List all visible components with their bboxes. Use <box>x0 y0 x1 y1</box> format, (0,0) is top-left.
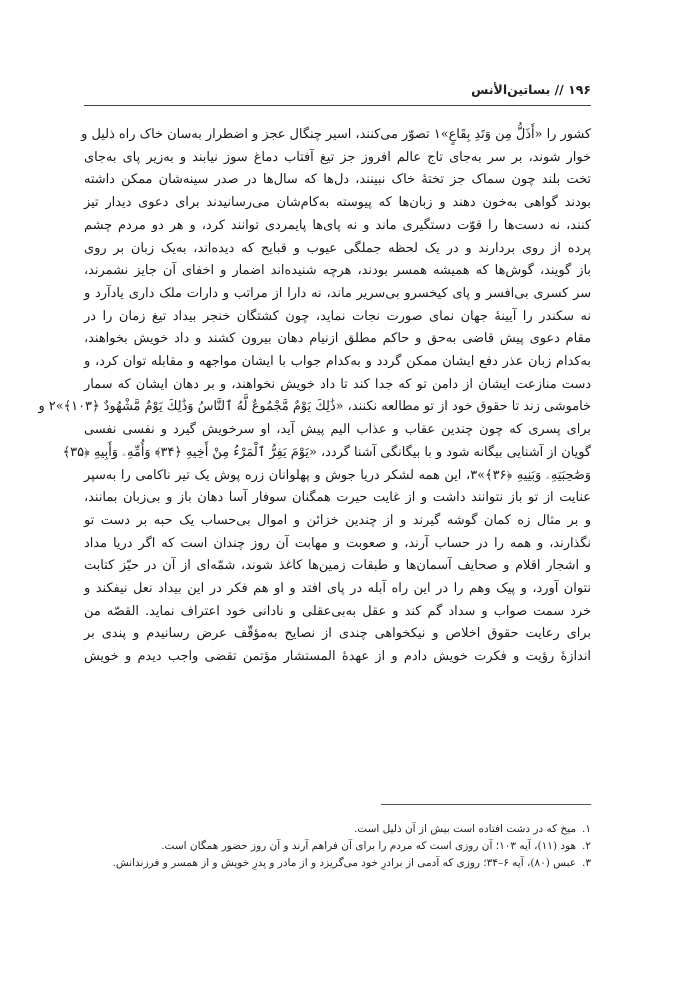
footnote-number: ۳. <box>582 857 591 869</box>
running-title: ۱۹۶ // بساتین‌الأنس <box>471 82 591 97</box>
text-line: گویان از آشنایی بیگانه شود و با بیگانگی آشنا گردد، «يَوْمَ يَفِرُّ ٱلْمَرْءُ مِنْ أَخِيهِ ﴿۳۴﴾ وَأُمِّهِۦ وَأَبِيهِ ﴿۳۵﴾ <box>62 444 591 460</box>
main-text <box>38 124 592 669</box>
footnote-text: عبس (۸۰)، آیه ۶–۳۴؛ روزی که آدمی از برادرِ خود می‌گریزد و از مادر و پدرِ خویش و از همسر و فرزندانش. <box>112 857 577 869</box>
text-line: برای پسری که چون چندین عقاب و عذاب الیم پیش آید، او سرخویش گیرد و نفسی نفسی <box>84 422 591 438</box>
text-line: تخت بلند چون سماک جز تختهٔ خاک نبینند، دل‌ها که سال‌ها در صدر سینه‌شان ممکن داشته <box>84 172 591 188</box>
text-line: خوار شوند، بر سر به‌جای تاج عالم افروز جز تیغ آفتاب دماغ سوز نیابند و به‌زیر پای به‌جای <box>84 149 591 165</box>
page-header <box>84 80 591 106</box>
text-line: کشور را «أَذَلُّ مِن وَتَدِ بِقَاعٍ»۱ تصوّر می‌کنند، اسیر چنگال عجز و اضطرار به‌سان خاک راه ذلیل و <box>81 127 591 142</box>
text-line: خاموشی زند تا حقوق خود از تو مطالعه نکنند، «ذَٰلِكَ يَوْمٌ مَّجْمُوعٌ لَّهُ ٱلنَّاسُ وَذَٰلِكَ يَوْمٌ مَّشْهُودٌ ﴿۱۰۳﴾»۲ و <box>38 399 591 415</box>
text-line: پرده از روی بردارند و در یک لحظه جملگی عیوب و قبایح که دیده‌اند، به‌یک زبان بر روی <box>84 240 591 256</box>
text-line: خرد سمت صواب و سداد گم کند و عقل به‌بی‌عقلی و نادانی خود اعتراف نماید. القصّه من <box>84 603 591 619</box>
text-line: وَصَٰحِبَتِهِۦ وَبَنِيهِ ﴿۳۶﴾»۳، این همه لشکر دریا جوش و پهلوانان زره پوش یک تیر ناکامی را به‌سپر <box>84 467 592 483</box>
footnote-number: ۲. <box>582 840 591 852</box>
text-line: مقام دعوی پیش قاضی به‌حق و حاکم مطلق ازنیام دهان بیرون کشند و داد خویش بخواهند، <box>84 331 591 347</box>
text-line: باز گویند، گوش‌ها که همیشه همسر بودند، هرچه شنیده‌اند اضمار و اخفای آن جایز نشمرند، <box>84 263 591 279</box>
text-line: کنند، نه دست‌ها را قوّت دستگیری ماند و نه پای‌ها پایمردی توانند کرد، و هر دو مردم چشم <box>84 217 591 233</box>
text-line: و اشجار اقلام و صحایف آسمان‌ها و طبقات زمین‌ها کاغذ شوند، شمّه‌ای از آن در حیّز کتابت <box>84 558 591 574</box>
footnote-text: هود (۱۱)، آیه ۱۰۳؛ آن روزی است که مردم را برای آن فراهم آرند و آن روز حضور همگان است. <box>161 840 577 852</box>
footnote-separator <box>381 804 591 805</box>
text-line: نتوان آورد، و پیک وهم را در این راه آبله در پای افتد و او هم فکر در این بیداد نعل نیفکند و <box>84 581 591 597</box>
header-rule <box>84 105 591 106</box>
text-line: نه سکندر را آیینهٔ جهان نمای صورت نجات نماید، چون کشتگان خنجر بیداد تیغ زمان را در <box>84 308 591 324</box>
footnote-text: میخ که در دشت افتاده است بیش از آن ذلیل است. <box>353 823 577 835</box>
text-line: بودند گواهی به‌خون دهند و زبان‌ها که پیوسته به‌کام‌شان می‌رسانیدند برای دعوی دیدار تیز <box>84 195 591 211</box>
text-line: و بر مثال زه کمان گوشه گیرند و از چندین خزائن و اموال بی‌حساب یک حبه بر دست تو <box>84 512 591 528</box>
footnotes <box>84 821 591 872</box>
text-line: دست منازعت ایشان از دامن تو که جدا کند تا داد خویش نخواهند، و بر دهان ایشان که سمار <box>84 376 591 392</box>
text-line: اندازهٔ رؤیت و فکرت خویش دادم و از عهدهٔ المستشار مؤتمن تقضی واجب دیدم و خویش <box>84 649 591 665</box>
footnote-item <box>84 855 591 872</box>
footnote-number: ۱. <box>582 823 591 835</box>
text-line: عنایت از تو باز نتوانند داشت و از غایت حیرت همگنان سوفار آسا دهان باز و بی‌زبان بمانند، <box>84 490 591 506</box>
text-line: به‌کدام زبان عذر دفع ایشان ممکن گردد و به‌کدام جواب با ایشان مواجهه و مقابله توان کرد، و <box>84 354 591 370</box>
text-line: برای رعایت حقوق اخلاص و نیکخواهی چندی از نصایح به‌مؤقّف عرض رسانیدم و پندی بر <box>84 626 591 642</box>
text-line: سر کسری بی‌افسر و پای کیخسرو بی‌سریر ماند، نه دارا از مراتب و دارات ملک داری یادآرد و <box>84 285 591 301</box>
text-line: نگذارند، و همه را در حساب آرند، و صعوبت و مهابت آن روز چندان است که اگر دریا مداد <box>84 535 591 551</box>
footnote-item <box>84 838 591 855</box>
footnote-item <box>84 821 591 838</box>
